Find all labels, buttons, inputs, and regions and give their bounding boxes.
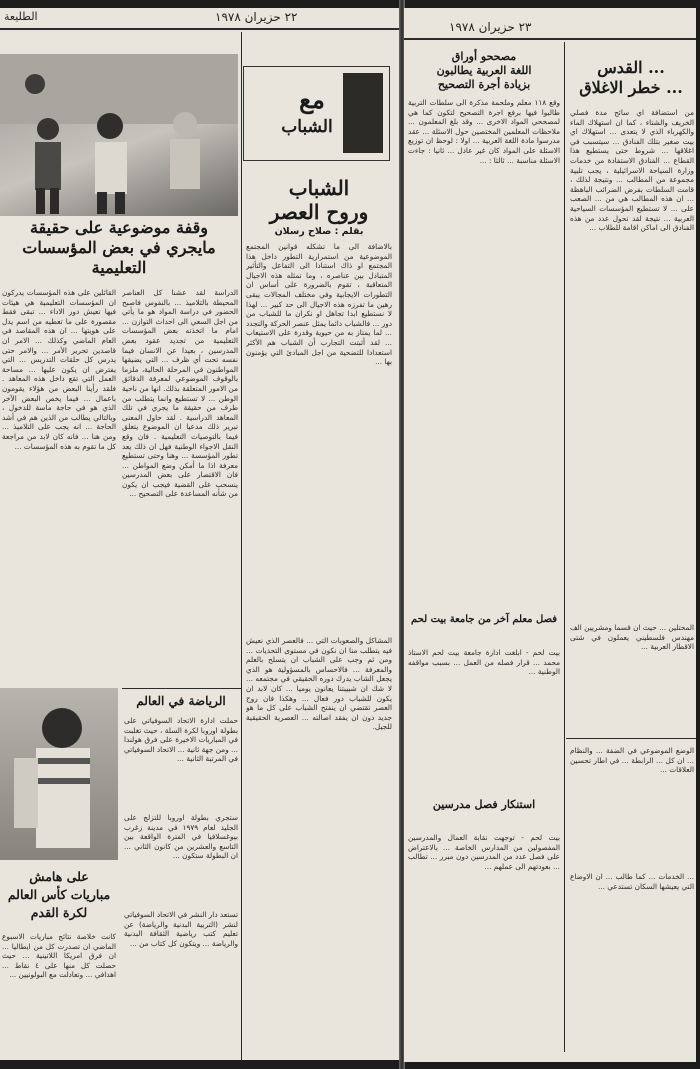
right-lower-rule bbox=[566, 738, 696, 739]
youth-byline: بقلم : صلاح رسلان bbox=[274, 226, 364, 237]
worldcup-text: كانت خلاصة نتائج مباريات الاسبوع الماضي ان تصدرت كل من ايطاليا ... ان فرق امريكا اللاتينية ... حيث حصلت كل منها على ٤ نقاط ... اهدافي ... وتعادلت مع البولونيين ... bbox=[2, 932, 116, 980]
quds-col2: المحتلين ... حيث ان قسما ومشريين الف مهندس فلسطيني يعملون في شتى الاقطار العربية ... bbox=[570, 623, 694, 652]
left-page-date: ٢٢ حزيران ١٩٧٨ bbox=[215, 10, 298, 24]
youth-article-col1: بالاضافة الى ما تشكله قوانين المجتمع الموضوعية من استمرارية التطور داخل هذا المجتمع او ذاك استنادا الى التفاعل والتأثير المتبادل بين عناصره ، وما تمثله هذه الاجيال المتعاقبة ، تقوم بالضرورة على أساس ان التطورات الايجابية وفي مختلف المجالات يبقى رهين ما تفرزه هذه الاجيال الى حد كبير ... لهذا لا نستطيع ابدا تجاهل او نكران ما للشباب من دور ... فالشباب دائما يمثل عنصر الحركة والتجدد ... لما يمتاز به من حيوية وقدرة على الاستيعاب ... لقد أثبتت التجارب أن الشباب هم الأكثر استعدادا للتضحية من اجل المبادئ التي يؤمنون بها ... bbox=[246, 242, 392, 367]
right-page bbox=[404, 8, 696, 1062]
youth-page-logo bbox=[243, 66, 390, 161]
youth-headline bbox=[244, 176, 394, 224]
right-header-rule bbox=[404, 38, 696, 40]
player-image bbox=[0, 688, 118, 860]
worldcup-headline-line1: على هامش bbox=[29, 869, 89, 884]
education-col3: بيت لحم - توجهت نقابة العمال والمدرسين المفصولين من المدارس الخاصة ... بالاعتراض على فصل عدد من المدرسين دون مبرر ... تطالب ... بعودتهم الى عملهم ... bbox=[408, 833, 560, 871]
worldcup-headline bbox=[0, 868, 118, 922]
education-col1: وقع ١١٨ معلم وملحمة مذكرة الى سلطات التربية طالبوا فيها برفع اجرة التصحيح لتكون كما هي لمصححي المواد الاخرى ... وقد بلغ المعلمون ... ملاحظات المعلمين المختصين حول الاسئلة ... عقد مدرسوا مادة اللغة العربية ... اولا : لوحظ ان توزيع الاسئلة على المواد كان غير عادل ... ثانيا : جاءت الاسئلة مناسبة ... ثالثا : ... bbox=[408, 98, 560, 165]
sports-world-title: الرياضة في العالم bbox=[136, 694, 226, 708]
right-column-divider bbox=[564, 42, 565, 1052]
quds-headline-line1: ... القدس bbox=[597, 58, 665, 77]
main-headline-line1: وقفة موضوعية على حقيقة bbox=[29, 218, 209, 237]
logo-dark-band bbox=[343, 73, 383, 153]
left-page bbox=[0, 8, 400, 1060]
column-divider bbox=[241, 32, 242, 1060]
main-headline-line3: التعليمية bbox=[91, 258, 147, 277]
logo-word-ma: مع bbox=[299, 85, 325, 114]
main-article-col1: الدراسة لقد عشنا كل العناصر المحيطة بالتلاميذ ... بالنفوس فاصبح الحضور في دراسة المواد هو ما يأتي من اجل السعي الى احداث التوازن ... امام ما اتخذته بعض المؤسسات التعليمية من تجديد عقود بعض المدرسين ، بعيدا عن الانسان فيما نفسه تحت أي ظرف ... التي يضيقها المواطنون في المرحلة الحالية، ملزما بالوقوف الموضوعي لمعرفة الدقائق من الامور المتعلقة بذلك. انها من ناحية الوطن ... لا تستطيع وانما يتطلب من طرف من حقيقة ما يجري في تلك المعاهد الدراسية . لقد حاول المعنى تبرير ذلك مدعيا ان الموضوع يتعلق فيما بالتوصيات التعليمية . فان وقع النقل الاجواء الوطنية فهل ان ذلك يعد تطور المؤسسة ... وهنا وحتى تستطيع معرفة اذا ما أمكن وضع المواطن ... فان الاقتصار على بعض المدرسين ينسحب على القضية فيجب ان يكون من شأنه المساعدة على التصحيح ... bbox=[122, 288, 238, 499]
right-page-date: ٢٣ حزيران ١٩٧٨ bbox=[449, 20, 532, 34]
lower-right-text-2: ... الخدمات ... كما طالب ... ان الاوضاع التي يعيشها السكان تستدعي ... bbox=[570, 872, 694, 891]
youth-article-col2: المشاكل والصعوبات التي ... فالعصر الذي نعيش فيه يتطلب منا ان نكون في مستوى التحديات ... ومن ثم وجب على الشباب ان يتسلح بالعلم والمعرفة ... فالاحساس بالمسؤولية هو الذي يجعل الشاب يدرك دوره الحقيقي في مجتمعه ... لا شك ان شبيبتنا يعانون يوميا ... كان لابد ان يكون للشباب دور فعال ... وهكذا فان روح العصر تقتضي ان ينفتح الشباب على كل ما هو جديد دون ان يفقد اصالته ... العصرية الحقيقية للجيل. bbox=[246, 636, 392, 732]
quds-col1: من استضافة اي سائح مدة فصلي الخريف والشتاء ، كما ان استهلاك الماء والكهرباء الذي لا يتعدى ... استهلاك اي بيت صغير بتلك الفنادق ... سيتسبب في اغلاقها ... شروط حتى يستطيع هذا القطاع ... الفنادق الاستفادة من خدمات وزارة السياحة الاسرائيلية ، يجب تلبية مجموعة من المطالب ... ونتيجة لذلك ، قامت السلطات بفرض الضرائب الباهظة ... ان هذه المطالب هي من ... الصعب على ... لا تستطيع المؤسسات السياحية العربية ... نتيجة لقد تحول عدد من هذه الفنادق الى اماكن اقامة للطلاب ... bbox=[570, 108, 694, 233]
youth-headline-line1: الشباب bbox=[288, 176, 350, 200]
quds-headline bbox=[568, 58, 694, 98]
education-headline-line1: مصححو أوراق bbox=[451, 50, 517, 63]
main-article-col2: القائلين على هذه المؤسسات يدركون ان المؤسسات التعليمية هي هيئات فيها تعيش دور الاداء ... تبقى فقط مقصورة على ما تعطيه من اسم يدل على هويتها ... ان هذه المقاصد في العام الماضي وكذلك ... الامر ان قاصدين تحرير الأمر ... والامر حتى يدرس كل حلقات التدريس ... التي يفترض ان يكون عليها ... مساحة العمل التي تقع داخل هذه المعاهد . فلقد رأينا البعض من هؤلاء يقومون باعمال ... فيما يخص البعض الآخر الذي هو في حاجة ماسة للدخول ، وبالتالي يطالب من الذين هم في أشد الحاجة ... انه يجب على التلاميذ ... ومن هنا ... فانه كان لابد من مراجعة كل ما تقوم به هذه المؤسسات ... bbox=[2, 288, 116, 451]
sports-item-2: ستجري بطولة اوروبا للتزلج على الجليد لعام ١٩٧٩ في مدينة زغرب بيوغسلافيا في الفترة الواقعة بين التاسع والعشرين من كانون الثاني ... ان البطولة ستكون ... bbox=[124, 813, 238, 861]
education-subhead-1: فصل معلم آخر من جامعة بيت لحم bbox=[410, 614, 558, 625]
quds-headline-line2: ... خطر الاغلاق bbox=[579, 78, 683, 97]
worldcup-headline-line3: لكرة القدم bbox=[30, 905, 88, 920]
students-photo bbox=[0, 54, 238, 216]
sports-item-1: حملت ادارة الاتحاد السوفياتي على بطولة اوروبا لكرة السلة ، حيث تغلبت في المباريات الاخيرة على فرق هولندا ... ومن جهة ثانية ... الاتحاد السوفياتي في المرتبة الثانية ... bbox=[124, 716, 238, 764]
logo-word-shabab: الشباب bbox=[281, 117, 333, 137]
education-col2: بيت لحم - ابلغت ادارة جامعة بيت لحم الاستاذ محمد ... قرار فصله من العمل ... بسبب مواقفه الوطنية ... bbox=[408, 648, 560, 677]
left-page-section: الطليعة bbox=[4, 10, 38, 23]
sports-item-3: تستعد دار النشر في الاتحاد السوفياتي لنشر (التربية البدنية والرياضة) عن تعليم كتب رياضية الثقافة البدنية والرياضة ... ويتكون كل كتاب من ... bbox=[124, 910, 238, 948]
main-headline bbox=[0, 218, 238, 278]
sports-top-rule bbox=[122, 688, 241, 689]
youth-headline-line2: وروح العصر bbox=[269, 200, 369, 224]
worldcup-headline-line2: مباريات كأس العالم bbox=[7, 887, 111, 902]
education-headline bbox=[406, 50, 562, 92]
lower-right-text-1: الوضع الموضوعي في الضفة ... والنظام ... ان كل ... الرابطة ... في اطار تحسين العلاقات ... bbox=[570, 746, 694, 775]
education-subhead-2: استنكار فصل مدرسين bbox=[432, 798, 536, 811]
students-figures-image bbox=[0, 54, 238, 216]
education-headline-line3: بزيادة أجرة التصحيح bbox=[437, 78, 531, 91]
header-rule bbox=[0, 28, 400, 30]
education-headline-line2: اللغة العربية يطالبون bbox=[436, 64, 532, 77]
main-headline-line2: مايجري في بعض المؤسسات bbox=[22, 238, 216, 257]
football-player-photo bbox=[0, 688, 118, 860]
